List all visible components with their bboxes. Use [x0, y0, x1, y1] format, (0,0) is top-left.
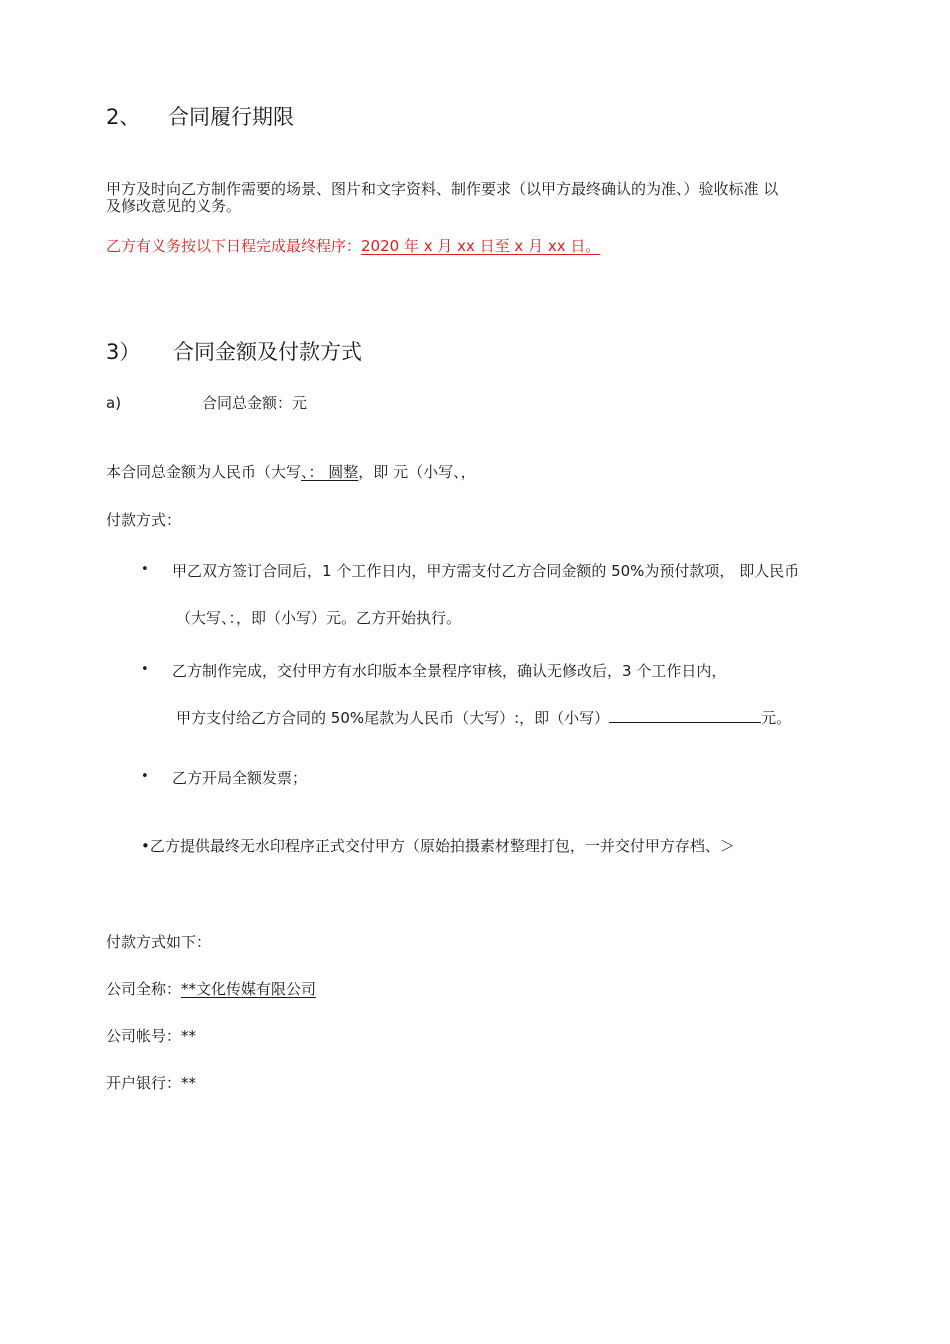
item-a — [106, 392, 308, 414]
payment-info-heading: 付款方式如下： — [106, 933, 212, 951]
bank-line — [106, 1072, 196, 1094]
bullet-1-line2: （大写、：，即（小写）元。乙方开始执行。 — [176, 609, 462, 627]
final-bullet: •乙方提供最终无水印程序正式交付甲方（原始拍摄素材整理打包，一并交付甲方存档、＞ — [141, 837, 735, 855]
bullet-3-line1: 乙方开局全额发票； — [172, 769, 308, 787]
section-2-heading — [106, 101, 294, 131]
section-3-number: 3） — [106, 340, 141, 364]
bullet-3-mark: • — [141, 769, 149, 784]
section-2-title: 合同履行期限 — [168, 105, 294, 129]
total-suffix: ，即 元（小写、， — [358, 463, 476, 481]
lowercase-amount-blank — [609, 708, 761, 723]
item-a-label: a) — [106, 394, 122, 412]
bullet-2-line1: 乙方制作完成，交付甲方有水印版本全景程序审核，确认无修改后，3 个工作日内， — [172, 662, 727, 680]
account-line — [106, 1025, 196, 1047]
bullet-1-line1: 甲乙双方签订合同后，1 个工作日内，甲方需支付乙方合同金额的 50%为预付款项， 即人民币 — [172, 562, 800, 580]
total-prefix: 本合同总金额为人民币（大写 — [106, 463, 302, 481]
section-2-paragraph-line1: 甲方及时向乙方制作需要的场景、图片和文字资料、制作要求（以甲方最终确认的为准、）验收标准 以 — [106, 180, 779, 198]
item-a-text: 合同总金额：元 — [202, 394, 308, 412]
section-3-heading — [106, 336, 362, 366]
bullet-2-line2-suffix: 元。 — [761, 709, 792, 727]
total-underlined: 、： 圆整 — [301, 463, 359, 481]
account-label: 公司帐号： — [106, 1027, 182, 1045]
company-name-line — [106, 978, 316, 1000]
company-value: **文化传媒有限公司 — [181, 980, 317, 998]
schedule-prefix: 乙方有义务按以下日程完成最终程序： — [106, 237, 362, 255]
bullet-2-line2 — [176, 707, 791, 729]
section-2-paragraph-line2: 及修改意见的义务。 — [106, 197, 242, 215]
bullet-1-mark: • — [141, 562, 149, 577]
section-2-number: 2、 — [106, 105, 141, 129]
account-value: ** — [181, 1027, 197, 1045]
bank-label: 开户银行： — [106, 1074, 182, 1092]
bank-value: ** — [181, 1074, 197, 1092]
section-3-title: 合同金额及付款方式 — [173, 340, 362, 364]
payment-method-label: 付款方式： — [106, 511, 182, 529]
schedule-dates: 2020 年 x 月 xx 日至 x 月 xx 日。 — [361, 237, 601, 255]
total-amount-line — [106, 461, 476, 483]
schedule-line — [106, 235, 600, 257]
company-label: 公司全称： — [106, 980, 182, 998]
bullet-2-mark: • — [141, 662, 149, 677]
bullet-2-line2-prefix: 甲方支付给乙方合同的 50%尾款为人民币（大写）:，即（小写） — [176, 709, 610, 727]
